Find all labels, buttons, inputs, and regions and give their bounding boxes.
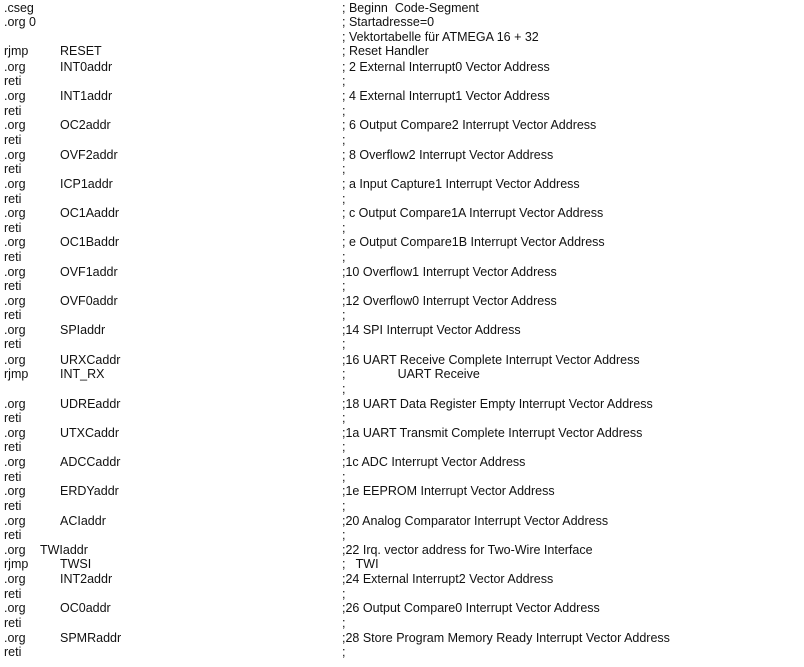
code-line [0,74,804,89]
code-line [0,44,804,59]
code-operand: INT1addr [60,89,113,103]
code-comment: ; [342,499,346,513]
code-comment: ; Vektortabelle für ATMEGA 16 + 32 [342,30,539,44]
code-line [0,382,804,397]
code-operand: TWSI [60,557,92,571]
code-line [0,616,804,631]
code-directive: reti [4,337,22,351]
code-operand: ADCCaddr [60,455,121,469]
code-directive: reti [4,250,22,264]
code-directive: reti [4,645,22,659]
code-line [0,514,804,529]
code-line [0,543,804,558]
code-comment: ; TWI [342,557,379,571]
code-directive: reti [4,74,22,88]
code-directive: reti [4,104,22,118]
code-operand: UDREaddr [60,397,121,411]
code-comment: ; 6 Output Compare2 Interrupt Vector Address [342,118,597,132]
code-line [0,557,804,572]
code-directive: .org [4,235,26,249]
code-line [0,1,804,16]
code-comment: ; 8 Overflow2 Interrupt Vector Address [342,148,554,162]
code-line [0,89,804,104]
code-comment: ; [342,104,346,118]
code-comment: ; [342,279,346,293]
code-comment: ;26 Output Compare0 Interrupt Vector Address [342,601,600,615]
code-line [0,250,804,265]
code-comment: ; [342,221,346,235]
code-operand: OC2addr [60,118,111,132]
code-line [0,221,804,236]
code-comment: ; [342,587,346,601]
code-comment: ;20 Analog Comparator Interrupt Vector Address [342,514,609,528]
code-comment: ; [342,528,346,542]
code-line [0,323,804,338]
code-directive: .org [4,601,26,615]
code-directive: reti [4,411,22,425]
code-line [0,15,804,30]
code-directive: .org [4,89,26,103]
code-directive: reti [4,308,22,322]
code-comment: ; [342,133,346,147]
code-directive: reti [4,616,22,630]
code-line [0,470,804,485]
code-operand: RESET [60,44,102,58]
code-line [0,148,804,163]
code-comment: ;12 Overflow0 Interrupt Vector Address [342,294,557,308]
code-comment: ; [342,616,346,630]
code-comment: ; [342,337,346,351]
code-comment: ;22 Irq. vector address for Two-Wire Interface [342,543,593,557]
code-directive: .org [4,206,26,220]
code-line [0,411,804,426]
code-comment: ; [342,162,346,176]
code-comment: ; 4 External Interrupt1 Vector Address [342,89,550,103]
code-line [0,206,804,221]
code-comment: ; [342,192,346,206]
code-directive: .org [4,148,26,162]
code-operand: INT0addr [60,60,113,74]
code-comment: ;1c ADC Interrupt Vector Address [342,455,526,469]
code-line [0,265,804,280]
code-operand: TWIaddr [40,543,88,557]
code-comment: ; [342,411,346,425]
code-comment: ;16 UART Receive Complete Interrupt Vector Address [342,353,640,367]
code-comment: ; e Output Compare1B Interrupt Vector Address [342,235,605,249]
code-comment: ; [342,308,346,322]
code-line [0,484,804,499]
code-directive: .org [4,543,26,557]
code-directive: reti [4,499,22,513]
code-comment: ; 2 External Interrupt0 Vector Address [342,60,550,74]
code-directive: reti [4,279,22,293]
code-line [0,162,804,177]
code-comment: ; c Output Compare1A Interrupt Vector Address [342,206,604,220]
code-directive: .org [4,60,26,74]
code-directive: reti [4,192,22,206]
code-line [0,455,804,470]
code-line [0,60,804,75]
code-comment: ;18 UART Data Register Empty Interrupt Vector Address [342,397,653,411]
code-comment: ; [342,470,346,484]
code-directive: .org [4,353,26,367]
code-line [0,308,804,323]
code-comment: ; [342,250,346,264]
code-directive: .org [4,455,26,469]
code-line [0,279,804,294]
code-directive: reti [4,440,22,454]
code-directive: .org [4,265,26,279]
code-comment: ; a Input Capture1 Interrupt Vector Address [342,177,580,191]
code-line [0,367,804,382]
code-directive: .org [4,631,26,645]
code-operand: OVF0addr [60,294,118,308]
code-directive: .org [4,294,26,308]
code-directive: rjmp [4,367,29,381]
code-directive: reti [4,221,22,235]
code-operand: OC1Aaddr [60,206,120,220]
code-directive: .cseg [4,1,34,15]
code-comment: ; [342,645,346,659]
code-comment: ;1a UART Transmit Complete Interrupt Vector Address [342,426,643,440]
code-line [0,601,804,616]
code-operand: SPMRaddr [60,631,122,645]
code-line [0,30,804,45]
code-line [0,587,804,602]
code-line [0,499,804,514]
code-operand: UTXCaddr [60,426,120,440]
code-directive: rjmp [4,44,29,58]
code-comment: ;28 Store Program Memory Ready Interrupt Vector Address [342,631,670,645]
code-operand: ICP1addr [60,177,113,191]
code-operand: ACIaddr [60,514,106,528]
code-operand: SPIaddr [60,323,106,337]
code-directive: .org [4,118,26,132]
code-comment: ;1e EEPROM Interrupt Vector Address [342,484,555,498]
code-comment: ; Reset Handler [342,44,429,58]
code-operand: OVF2addr [60,148,118,162]
code-line [0,397,804,412]
code-line [0,337,804,352]
code-directive: reti [4,133,22,147]
code-line [0,235,804,250]
code-directive: reti [4,470,22,484]
code-operand: OC1Baddr [60,235,120,249]
code-comment: ; [342,440,346,454]
code-directive: .org [4,514,26,528]
code-line [0,631,804,646]
code-line [0,353,804,368]
code-comment: ;10 Overflow1 Interrupt Vector Address [342,265,557,279]
code-line [0,104,804,119]
code-directive: reti [4,587,22,601]
code-line [0,645,804,660]
code-line [0,440,804,455]
code-directive: .org [4,572,26,586]
code-comment: ; [342,382,346,396]
code-line [0,426,804,441]
code-line [0,528,804,543]
code-line [0,177,804,192]
code-comment: ; UART Receive [342,367,480,381]
code-operand: INT2addr [60,572,113,586]
code-comment: ;24 External Interrupt2 Vector Address [342,572,554,586]
code-comment: ;14 SPI Interrupt Vector Address [342,323,521,337]
code-comment: ; [342,74,346,88]
code-directive: rjmp [4,557,29,571]
code-operand: ERDYaddr [60,484,119,498]
code-directive: .org [4,323,26,337]
code-directive: reti [4,162,22,176]
code-comment: ; Startadresse=0 [342,15,435,29]
code-line [0,294,804,309]
code-operand: OVF1addr [60,265,118,279]
code-line [0,192,804,207]
code-operand: OC0addr [60,601,111,615]
code-line [0,572,804,587]
code-directive: .org [4,426,26,440]
code-directive: .org 0 [4,15,36,29]
code-line [0,118,804,133]
code-directive: .org [4,397,26,411]
code-comment: ; Beginn Code-Segment [342,1,479,15]
code-line [0,133,804,148]
code-directive: .org [4,177,26,191]
code-operand: URXCaddr [60,353,121,367]
code-directive: .org [4,484,26,498]
code-directive: reti [4,528,22,542]
code-operand: INT_RX [60,367,105,381]
